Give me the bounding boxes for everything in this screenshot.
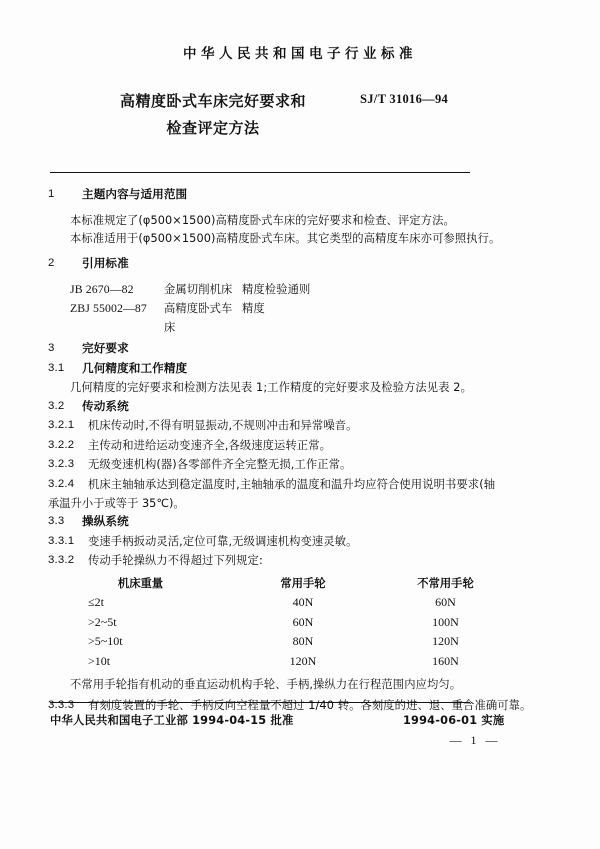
section-number-2: 2 xyxy=(48,256,55,269)
section-title-3: 完好要求 xyxy=(82,341,129,355)
clause-3-1 xyxy=(48,360,556,378)
clause-3-2-4 xyxy=(48,476,556,494)
clause-number: 3.2.2 xyxy=(48,438,75,451)
document-title xyxy=(78,88,348,142)
table-note: 不常用手轮指有机动的垂直运动机构手轮、手柄,操纵力在行程范围内应均匀。 xyxy=(70,678,462,691)
clause-number: 3.2.3 xyxy=(48,458,75,470)
clause-text: 有刻度装置的手轮、手柄反向空程量不超过 1/40 转。各刻度的进、退、重合准确可靠。 xyxy=(88,699,532,712)
clause-number: 3.3.3 xyxy=(48,699,75,711)
clause-3-2 xyxy=(48,398,556,416)
reference-code: ZBJ 55002—87 xyxy=(70,301,147,315)
cell-weight: ≤2t xyxy=(88,595,104,609)
cell-common: 40N xyxy=(292,595,314,609)
cell-common: 80N xyxy=(292,634,314,648)
section-number-1: 1 xyxy=(48,188,55,200)
clause-text: 机床主轴轴承达到稳定温度时,主轴轴承的温度和温升均应符合使用说明书要求(轴 xyxy=(88,477,496,491)
section-title-1: 主题内容与适用范围 xyxy=(82,187,188,201)
clause-3-3 xyxy=(48,513,556,531)
reference-name-primary: 高精度卧式车床 xyxy=(164,302,233,334)
clause-number: 3.2.1 xyxy=(48,419,75,431)
reference-item xyxy=(48,299,556,337)
table-row xyxy=(48,632,518,652)
cell-weight: >10t xyxy=(88,653,111,668)
footer-approval: 中华人民共和国电子工业部 1994-04-15 批准 xyxy=(50,714,294,727)
masthead-title: 中华人民共和国电子行业标准 xyxy=(183,46,417,62)
table-row xyxy=(48,593,518,613)
column-header-weight: 机床重量 xyxy=(117,576,164,590)
reference-code: JB 2670—82 xyxy=(70,282,134,296)
column-header-common: 常用手轮 xyxy=(280,576,326,590)
clause-number: 3.3 xyxy=(48,515,65,527)
cell-weight: >5~10t xyxy=(88,634,123,648)
document-body xyxy=(48,186,556,717)
clause-text: 几何精度和工作精度 xyxy=(82,360,188,375)
reference-name-secondary: 精度 xyxy=(242,302,265,315)
footer-divider xyxy=(50,702,470,703)
clause-number: 3.1 xyxy=(48,361,65,374)
reference-name-secondary: 精度检验通则 xyxy=(242,283,311,296)
clause-number: 3.2 xyxy=(48,399,65,412)
clause-text: 传动手轮操纵力不得超过下列规定: xyxy=(88,554,263,567)
standard-number: SJ/T 31016—94 xyxy=(360,92,449,106)
clause-text: 传动系统 xyxy=(82,398,129,413)
reference-name-primary: 金属切削机床 xyxy=(164,283,233,296)
cell-uncommon: 60N xyxy=(435,595,456,609)
section-1-paragraph-2: 本标准适用于(φ500×1500)高精度卧式车床。其它类型的高精度车床亦可参照执行。 xyxy=(70,232,501,245)
column-header-uncommon: 不常用手轮 xyxy=(417,576,474,590)
clause-3-3-1 xyxy=(48,533,556,551)
cell-common: 120N xyxy=(289,653,317,668)
clause-3-2-3 xyxy=(48,456,556,474)
cell-uncommon: 120N xyxy=(432,634,459,648)
clause-text: 变速手柄扳动灵活,定位可靠,无级调速机构变速灵敏。 xyxy=(88,534,358,548)
clause-text: 操纵系统 xyxy=(82,514,129,528)
cell-weight: >2~5t xyxy=(88,614,117,629)
document-title-line-1: 高精度卧式车床完好要求和 xyxy=(119,92,306,110)
handwheel-force-table xyxy=(48,574,518,672)
page-number: — 1 — xyxy=(449,733,501,747)
clause-number: 3.3.2 xyxy=(48,554,75,566)
clause-3-2-1 xyxy=(48,417,556,435)
clause-number: 3.2.4 xyxy=(48,477,75,490)
clause-3-2-4-continuation: 承温升小于或等于 35℃)。 xyxy=(48,497,185,510)
section-heading-2 xyxy=(48,255,556,273)
section-title-2: 引用标准 xyxy=(82,255,129,270)
clause-text: 无级变速机构(器)各零部件齐全完整无损,工作正常。 xyxy=(88,458,352,471)
footer-implementation: 1994-06-01 实施 xyxy=(403,714,505,727)
cell-uncommon: 160N xyxy=(432,653,459,668)
clause-3-2-2 xyxy=(48,437,556,455)
table-row xyxy=(48,613,518,633)
clause-text: 机床传动时,不得有明显振动,不规则冲击和异常噪音。 xyxy=(88,419,358,432)
clause-3-1-paragraph: 几何精度的完好要求和检测方法见表 1;工作精度的完好要求及检验方法见表 2。 xyxy=(70,381,472,394)
cell-uncommon: 100N xyxy=(432,614,459,629)
section-heading-3 xyxy=(48,340,556,358)
section-number-3: 3 xyxy=(48,342,55,354)
table-row xyxy=(48,652,518,672)
table-header-row xyxy=(48,574,518,594)
clause-text: 主传动和进给运动变速齐全,各级速度运转正常。 xyxy=(88,438,332,452)
reference-item xyxy=(48,280,556,299)
section-1-paragraph-1: 本标准规定了(φ500×1500)高精度卧式车床的完好要求和检查、评定方法。 xyxy=(70,213,455,227)
section-heading-1 xyxy=(48,186,556,204)
cell-common: 60N xyxy=(292,614,314,629)
document-title-line-2: 检查评定方法 xyxy=(166,119,260,137)
clause-3-3-2 xyxy=(48,552,556,570)
header-divider xyxy=(50,172,470,173)
clause-number: 3.3.1 xyxy=(48,534,75,547)
